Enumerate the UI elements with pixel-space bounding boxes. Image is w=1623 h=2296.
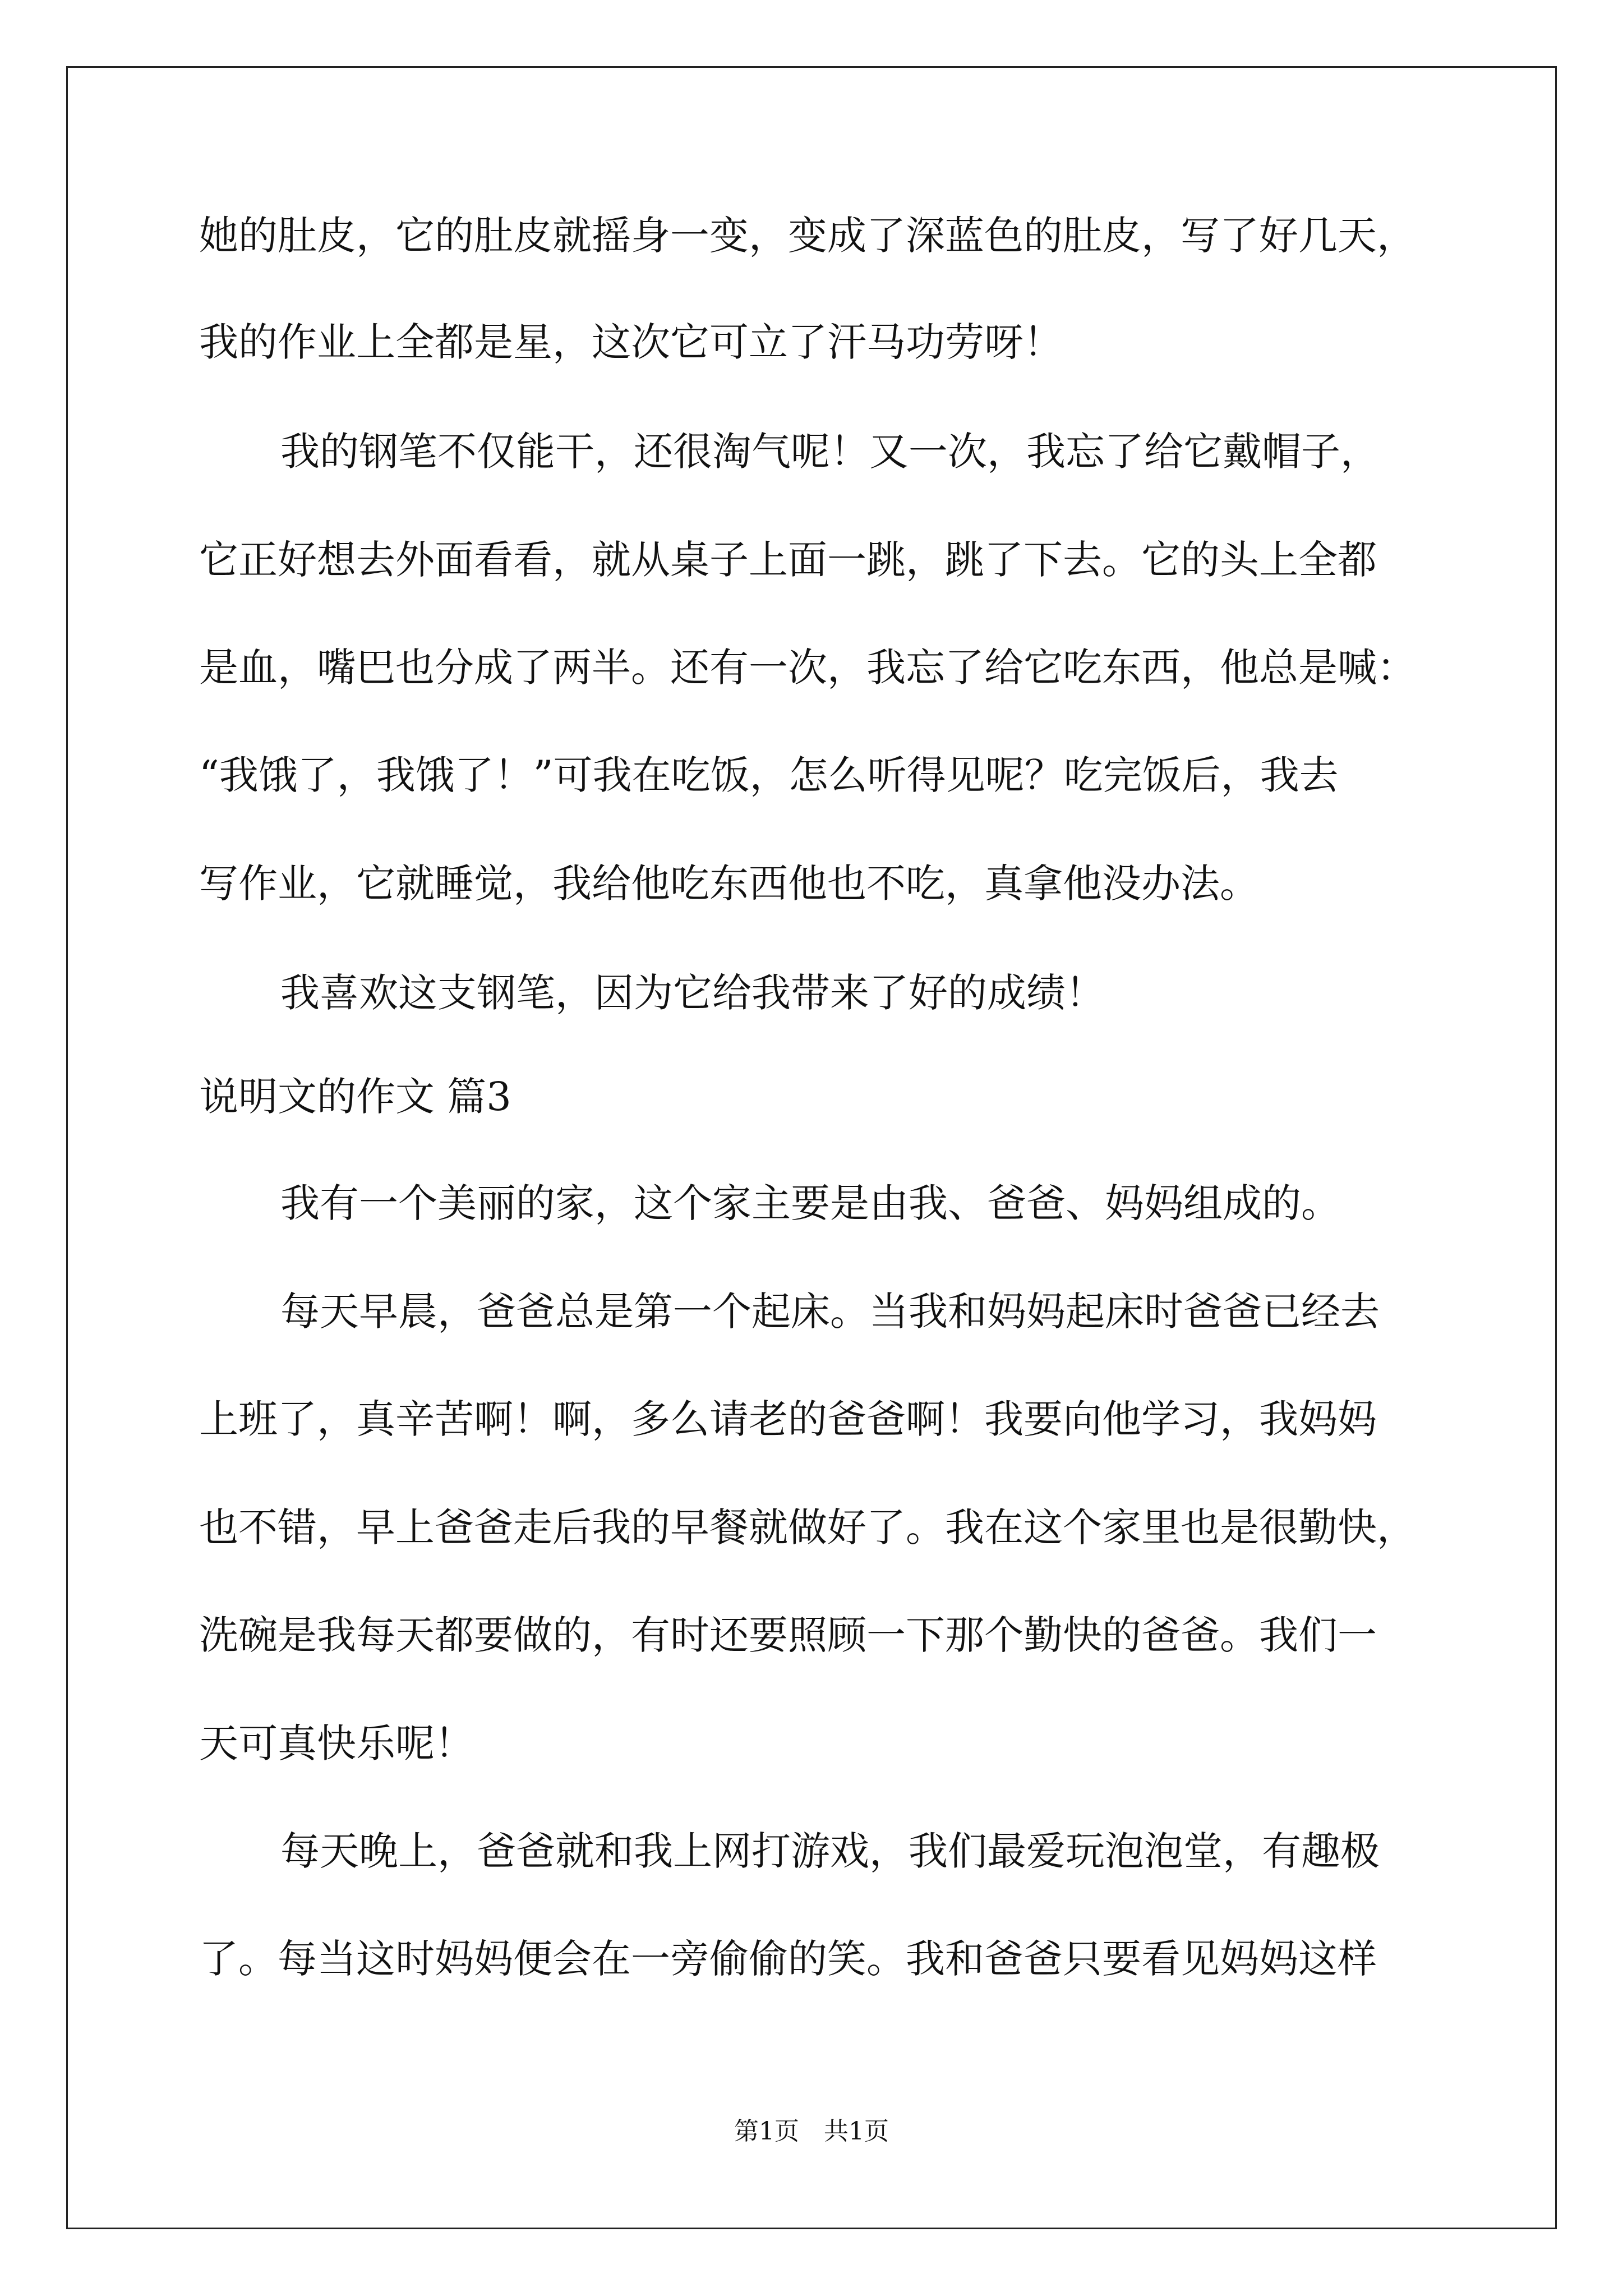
page-footer: 第1页 共1页 bbox=[734, 2117, 889, 2146]
text-line: 上班了，真辛苦啊！啊，多么请老的爸爸啊！我要向他学习，我妈妈 bbox=[199, 1396, 1377, 1442]
text-line: 天可真快乐呢！ bbox=[199, 1720, 474, 1766]
paragraph-start-line: 我的钢笔不仅能干，还很淘气呢！又一次，我忘了给它戴帽子， bbox=[280, 429, 1380, 475]
text-line: 也不错，早上爸爸走后我的早餐就做好了。我在这个家里也是很勤快， bbox=[199, 1504, 1416, 1550]
section-heading: 说明文的作文 篇3 bbox=[199, 1074, 511, 1120]
text-line: 写作业，它就睡觉，我给他吃东西他也不吃，真拿他没办法。 bbox=[199, 861, 1259, 907]
text-line: 它正好想去外面看看，就从桌子上面一跳，跳了下去。它的头上全都 bbox=[199, 537, 1377, 583]
paragraph-start-line: 每天早晨，爸爸总是第一个起床。当我和妈妈起床时爸爸已经去 bbox=[280, 1289, 1380, 1335]
paragraph-start-line: 每天晚上，爸爸就和我上网打游戏，我们最爱玩泡泡堂，有趣极 bbox=[280, 1828, 1380, 1874]
text-line: 洗碗是我每天都要做的，有时还要照顾一下那个勤快的爸爸。我们一 bbox=[199, 1612, 1377, 1658]
text-line: 是血，嘴巴也分成了两半。还有一次，我忘了给它吃东西，他总是喊： bbox=[199, 645, 1416, 691]
paragraph-start-line: 我有一个美丽的家，这个家主要是由我、爸爸、妈妈组成的。 bbox=[280, 1180, 1340, 1226]
text-line: 她的肚皮，它的肚皮就摇身一变，变成了深蓝色的肚皮，写了好几天， bbox=[199, 213, 1416, 259]
page-border bbox=[66, 66, 1557, 2229]
text-line: 了。每当这时妈妈便会在一旁偷偷的笑。我和爸爸只要看见妈妈这样 bbox=[199, 1936, 1377, 1982]
text-line: “我饿了，我饿了！”可我在吃饭，怎么听得见呢？吃完饭后，我去 bbox=[199, 752, 1339, 798]
text-line: 我的作业上全都是星，这次它可立了汗马功劳呀！ bbox=[199, 319, 1063, 365]
paragraph-start-line: 我喜欢这支钢笔，因为它给我带来了好的成绩！ bbox=[280, 970, 1105, 1016]
